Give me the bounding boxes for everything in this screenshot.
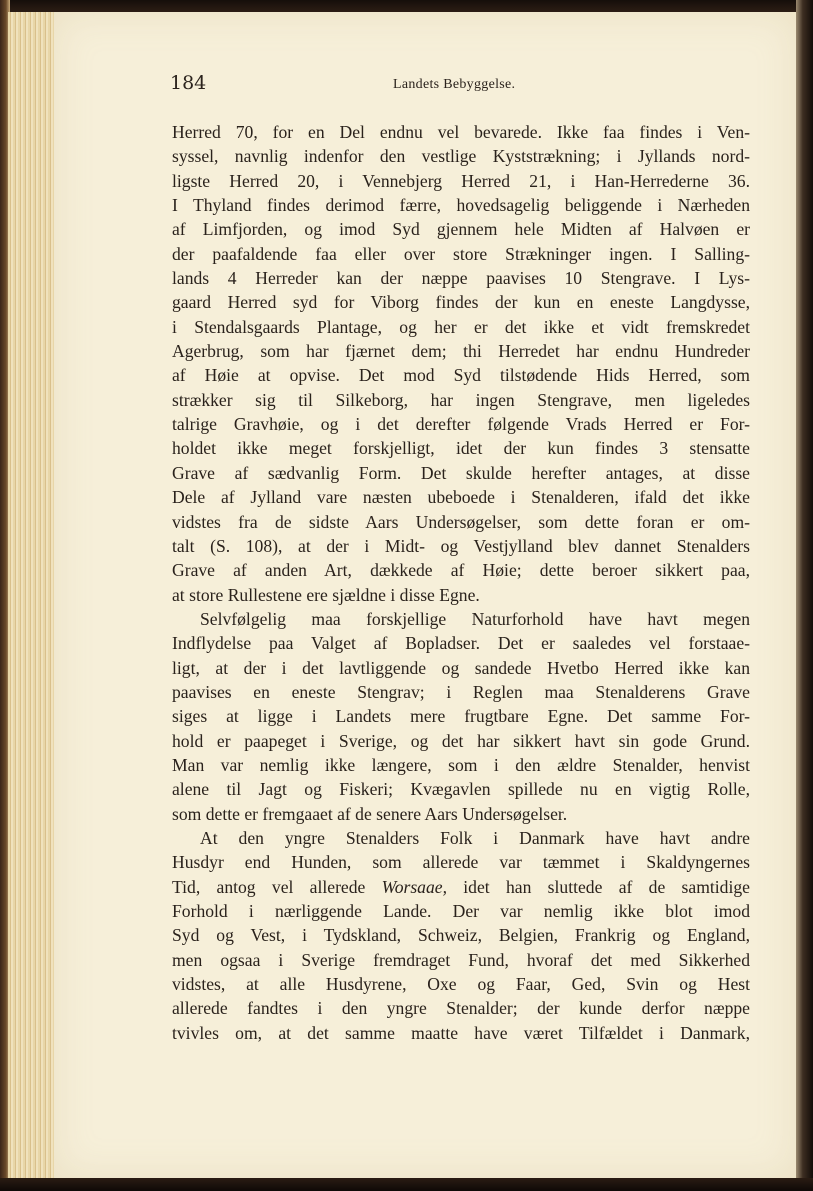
text-line: Man var nemlig ikke længere, som i den ældre Stenalder, henvist (172, 754, 750, 775)
text-line-with-italic-name (172, 875, 750, 899)
text-line: i Stendalsgaards Plantage, og her er det ikke et vidt fremskredet (172, 316, 750, 337)
text-line: Indflydelse paa Valget af Bopladser. Det er saaledes vel forstaae- (172, 633, 750, 654)
scan-top-border (0, 0, 813, 12)
text-line: I Thyland findes derimod færre, hovedsagelig beliggende i Nærheden (172, 195, 750, 216)
scan-right-border (796, 0, 813, 1191)
text-line: Grave af sædvanlig Form. Det skulde herefter antages, at disse (172, 462, 750, 483)
text-line: allerede fandtes i den yngre Stenalder; der kunde derfor næppe (172, 998, 750, 1019)
text-line: der paafaldende faa eller over store Strækninger ingen. I Salling- (172, 243, 750, 264)
text-line: Herred 70, for en Del endnu vel bevarede. Ikke faa findes i Ven- (172, 122, 750, 142)
text-line: alene til Jagt og Fiskeri; Kvægavlen spillede nu en vigtig Rolle, (172, 779, 750, 800)
text-line-segment: idet han sluttede af de samtidige (447, 876, 750, 897)
text-line: vidstes fra de sidste Aars Undersøgelser, som dette foran er om- (172, 511, 750, 532)
text-line: men ogsaa i Sverige fremdraget Fund, hvoraf det med Sikkerhed (172, 949, 750, 970)
page-number: 184 (170, 72, 207, 94)
text-line: paavises en eneste Stengrav; i Reglen maa Stenalderens Grave (172, 681, 750, 702)
text-line: syssel, navnlig indenfor den vestlige Kyststrækning; i Jyllands nord- (172, 146, 750, 167)
text-line: Agerbrug, som har fjærnet dem; thi Herredet har endnu Hundreder (172, 341, 750, 362)
text-line: Forhold i nærliggende Lande. Der var nemlig ikke blot imod (172, 901, 750, 921)
text-line-segment: Tid, antog vel allerede (172, 876, 366, 897)
text-line: talt (S. 108), at der i Midt- og Vestjylland blev dannet Stenalders (172, 535, 750, 556)
text-line: lands 4 Herreder kan der næppe paavises 10 Stengrave. I Lys- (172, 268, 750, 289)
text-line: siges at ligge i Landets mere frugtbare Egne. Det samme For- (172, 706, 750, 727)
text-line: hold er paapeget i Sverige, og det har sikkert havt sin gode Grund. (172, 730, 750, 751)
text-line: ligste Herred 20, i Vennebjerg Herred 21, i Han-Herrederne 36. (172, 170, 750, 191)
text-line: Dele af Jylland vare næsten ubeboede i Stenalderen, ifald det ikke (172, 487, 750, 508)
text-line: talrige Gravhøie, og i det derefter følgende Vrads Herred er For- (172, 414, 750, 435)
text-line: vidstes, at alle Husdyrene, Oxe og Faar, Ged, Svin og Hest (172, 974, 750, 995)
text-line: af Høie at opvise. Det mod Syd tilstødende Hids Herred, som (172, 365, 750, 386)
text-line: af Limfjorden, og imod Syd gjennem hele Midten af Halvøen er (172, 219, 750, 240)
text-line: Grave af anden Art, dækkede af Høie; dette beroer sikkert paa, (172, 560, 750, 581)
text-line: tvivles om, at det samme maatte have været Tilfældet i Danmark, (172, 1022, 750, 1043)
text-line: gaard Herred syd for Viborg findes der kun en eneste Langdysse, (172, 292, 750, 313)
text-line: at store Rullestene ere sjældne i disse Egne. (172, 584, 480, 605)
text-line: holdet ikke meget forskjelligt, idet der kun findes 3 stensatte (172, 438, 750, 459)
text-line: ligt, at der i det lavtliggende og sandede Hvetbo Herred ikke kan (172, 657, 750, 678)
scan-bottom-border (0, 1178, 813, 1191)
text-line: Syd og Vest, i Tydskland, Schweiz, Belgien, Frankrig og England, (172, 925, 750, 946)
running-title: Landets Bebyggelse. (393, 77, 516, 92)
text-line: Husdyr end Hunden, som allerede var tæmmet i Skaldyngernes (172, 852, 750, 873)
body-text (172, 120, 750, 1045)
paragraph-start-line: Selvfølgelig maa forskjellige Naturforhold have havt megen (200, 608, 750, 629)
page-stack-edges (8, 12, 55, 1180)
text-line: strækker sig til Silkeborg, har ingen Stengrave, men ligeledes (172, 389, 750, 410)
paragraph-start-line: At den yngre Stenalders Folk i Danmark have havt andre (200, 827, 750, 848)
italic-author-name: Worsaae, (381, 876, 447, 897)
text-line: som dette er fremgaaet af de senere Aars Undersøgelser. (172, 803, 568, 824)
